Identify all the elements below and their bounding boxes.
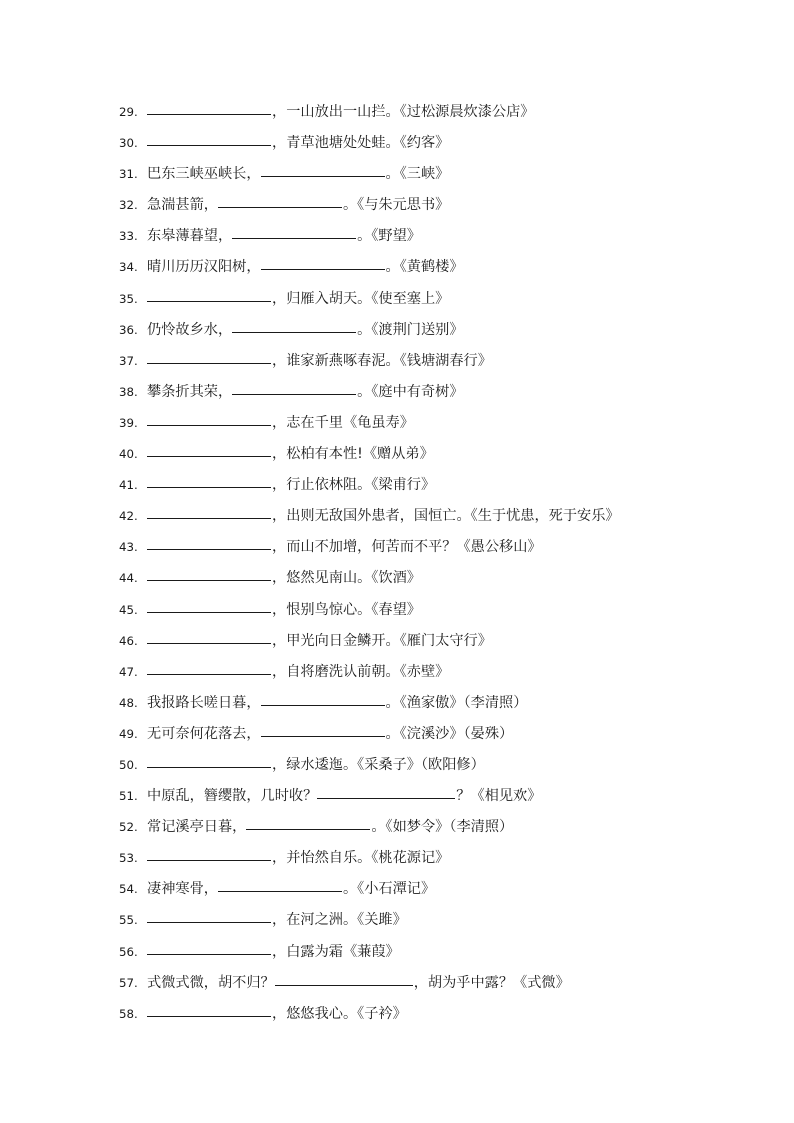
question-number: 52. [119,820,138,835]
question-line [119,660,759,691]
question-number: 36. [119,322,138,337]
question-list [119,100,759,1033]
question-line [119,940,759,971]
question-text-after: ，自将磨洗认前朝。《赤壁》 [272,663,450,680]
answer-blank[interactable] [317,784,455,799]
question-text-before: 仍怜故乡水， [147,321,233,338]
question-line [119,846,759,877]
question-number: 45. [119,602,138,617]
answer-blank[interactable] [232,318,356,333]
answer-blank[interactable] [147,660,271,675]
question-number: 47. [119,664,138,679]
answer-blank[interactable] [218,877,342,892]
question-line [119,753,759,784]
question-line [119,193,759,224]
question-text-after: ，出则无敌国外患者，国恒亡。《生于忧患，死于安乐》 [272,508,620,525]
answer-blank[interactable] [147,442,271,457]
question-line [119,908,759,939]
question-text-after: ，悠然见南山。《饮酒》 [272,570,421,587]
question-text-after: 。《与朱元思书》 [342,197,450,214]
question-text-after: 。《浣溪沙》（晏殊） [385,725,514,742]
answer-blank[interactable] [147,908,271,923]
question-number: 51. [119,789,138,804]
question-text-after: 。《三峡》 [385,166,450,183]
question-text-after: 。《黄鹤楼》 [385,259,464,276]
question-text-before: 式微式微，胡不归？ [147,974,275,991]
question-line [119,411,759,442]
question-line [119,598,759,629]
question-line [119,473,759,504]
answer-blank[interactable] [147,131,271,146]
answer-blank[interactable] [218,193,342,208]
question-number: 53. [119,851,138,866]
question-number: 54. [119,882,138,897]
question-text-after: ，并怡然自乐。《桃花源记》 [272,850,450,867]
question-line [119,691,759,722]
question-text-after: ，而山不加增，何苦而不平？《愚公移山》 [272,539,542,556]
question-text-before: 无可奈何花落去， [147,725,261,742]
answer-blank[interactable] [147,1002,271,1017]
answer-blank[interactable] [147,287,271,302]
question-line [119,224,759,255]
question-number: 43. [119,540,138,555]
question-line [119,504,759,535]
question-line [119,380,759,411]
question-number: 33. [119,229,138,244]
question-number: 58. [119,1006,138,1021]
question-line [119,100,759,131]
question-text-after: ，白露为霜《蒹葭》 [272,943,400,960]
answer-blank[interactable] [275,971,413,986]
question-text-before: 攀条折其荣， [147,383,233,400]
question-text-before: 巴东三峡巫峡长， [147,166,261,183]
question-number: 35. [119,291,138,306]
question-text-before: 晴川历历汉阳树， [147,259,261,276]
question-line [119,287,759,318]
answer-blank[interactable] [261,162,385,177]
question-line [119,162,759,193]
answer-blank[interactable] [147,846,271,861]
question-text-before: 常记溪亭日暮， [147,819,247,836]
question-text-after: ，绿水逶迤。《采桑子》（欧阳修） [272,756,485,773]
question-text-after: 。《渔家傲》（李清照） [385,694,528,711]
question-text-before: 凄神寒骨， [147,881,218,898]
answer-blank[interactable] [232,224,356,239]
question-text-after: ，悠悠我心。《子衿》 [272,1005,407,1022]
question-text-after: ，胡为乎中露？《式微》 [413,974,570,991]
question-text-after: ，志在千里《龟虽寿》 [272,414,414,431]
question-line [119,442,759,473]
question-text-after: 。《野望》 [357,228,421,245]
question-line [119,815,759,846]
question-number: 34. [119,260,138,275]
question-number: 44. [119,571,138,586]
question-text-after: ，行止依林阻。《梁甫行》 [272,477,436,494]
question-number: 30. [119,136,138,151]
answer-blank[interactable] [147,100,271,115]
question-number: 37. [119,353,138,368]
question-text-after: 。《如梦令》（李清照） [371,819,514,836]
question-line [119,255,759,286]
question-line [119,535,759,566]
question-number: 31. [119,167,138,182]
answer-blank[interactable] [147,753,271,768]
question-text-after: ？《相见欢》 [456,788,542,805]
answer-blank[interactable] [147,940,271,955]
question-number: 32. [119,198,138,213]
answer-blank[interactable] [261,722,385,737]
question-number: 38. [119,384,138,399]
answer-blank[interactable] [147,629,271,644]
answer-blank[interactable] [147,411,271,426]
answer-blank[interactable] [232,380,356,395]
answer-blank[interactable] [261,691,385,706]
question-line [119,784,759,815]
answer-blank[interactable] [147,566,271,581]
answer-blank[interactable] [147,535,271,550]
question-text-before: 东皋薄暮望， [147,228,233,245]
question-text-after: ，一山放出一山拦。《过松源晨炊漆公店》 [272,104,535,120]
answer-blank[interactable] [147,473,271,488]
question-number: 40. [119,447,138,462]
question-number: 41. [119,478,138,493]
question-line [119,877,759,908]
question-number: 46. [119,633,138,648]
question-number: 48. [119,695,138,710]
question-line [119,971,759,1002]
question-number: 49. [119,726,138,741]
answer-blank[interactable] [147,349,271,364]
answer-blank[interactable] [147,598,271,613]
question-text-after: 。《小石潭记》 [342,881,436,898]
question-text-before: 急湍甚箭， [147,197,218,214]
question-text-after: 。《渡荆门送别》 [357,321,464,338]
question-text-after: ，恨别鸟惊心。《春望》 [272,601,421,618]
question-text-after: ，松柏有本性!《赠从弟》 [272,446,434,463]
question-number: 29. [119,105,138,119]
question-line [119,629,759,660]
question-text-after: ，青草池塘处处蛙。《约客》 [272,135,450,152]
question-number: 50. [119,757,138,772]
question-text-after: ，谁家新燕啄春泥。《钱塘湖春行》 [272,352,492,369]
question-text-after: ，归雁入胡天。《使至塞上》 [272,290,450,307]
answer-blank[interactable] [261,255,385,270]
question-line [119,1002,759,1033]
question-number: 42. [119,509,138,524]
question-line [119,349,759,380]
question-text-after: ，在河之洲。《关雎》 [272,912,407,929]
question-number: 57. [119,975,138,990]
answer-blank[interactable] [246,815,370,830]
question-line [119,722,759,753]
question-text-after: 。《庭中有奇树》 [357,383,464,400]
question-text-before: 中原乱，簪缨散，几时收？ [147,788,318,805]
question-number: 56. [119,944,138,959]
question-number: 55. [119,913,138,928]
question-number: 39. [119,415,138,430]
question-line [119,566,759,597]
answer-blank[interactable] [147,504,271,519]
question-line [119,318,759,349]
question-text-before: 我报路长嗟日暮， [147,694,261,711]
question-text-after: ，甲光向日金鳞开。《雁门太守行》 [272,632,492,649]
question-line [119,131,759,162]
